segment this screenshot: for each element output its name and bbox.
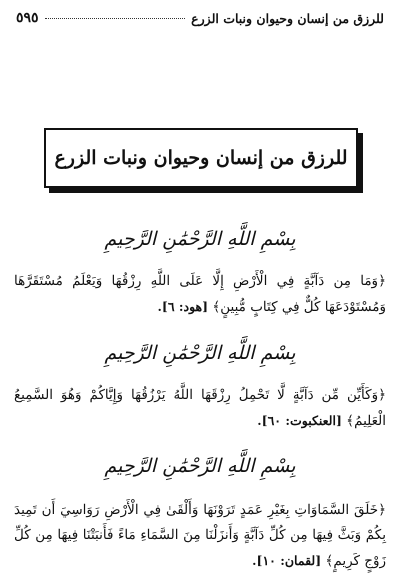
section-title: للرزق من إنسان وحيوان ونبات الزرع <box>54 147 348 169</box>
verse-body: ﴿وَمَا مِن دَآبَّةٍ فِي الْأَرْضِ إِلَّا عَلَى اللَّهِ رِزْقُهَا وَيَعْلَمُ مُسْتَقَرَّهَا وَمُسْتَوْدَعَهَا كُلٌّ فِي كِتَابٍ مُّبِينٍ﴾ <box>14 273 386 315</box>
header-title: للرزق من إنسان وحيوان ونبات الزرع <box>191 10 384 26</box>
basmala: بِسْمِ اللَّهِ الرَّحْمَٰنِ الرَّحِيمِ <box>104 228 296 250</box>
header-leader-dots <box>45 17 186 19</box>
verse-text <box>14 383 386 434</box>
section-title-box <box>44 128 358 188</box>
verse-text <box>14 269 386 320</box>
running-header <box>16 6 384 30</box>
basmala: بِسْمِ اللَّهِ الرَّحْمَٰنِ الرَّحِيمِ <box>104 342 296 364</box>
verse-reference: [العنكبوت: ٦٠]. <box>257 413 342 428</box>
verse-reference: [لقمان: ١٠]. <box>252 553 322 568</box>
page-number: ٥٩٥ <box>16 10 39 26</box>
verse-body: ﴿وَكَأَيِّن مِّن دَآبَّةٍ لَّا تَحْمِلُ رِزْقَهَا اللَّهُ يَرْزُقُهَا وَإِيَّاكُمْ وَهُوَ السَّمِيعُ الْعَلِيمُ﴾ <box>14 387 386 429</box>
verse-reference: [هود: ٦]. <box>157 299 209 314</box>
verse-body: ﴿خَلَقَ السَّمَاوَاتِ بِغَيْرِ عَمَدٍ تَرَوْنَهَا وَأَلْقَىٰ فِي الْأَرْضِ رَوَاسِيَ أَن تَمِيدَ بِكُمْ وَبَثَّ فِيهَا مِن كُلِّ دَآبَّةٍ وَأَنزَلْنَا مِنَ السَّمَاءِ مَاءً فَأَنبَتْنَا فِيهَا مِن كُلِّ زَوْجٍ كَرِيمٍ﴾ <box>14 502 386 569</box>
verse-text <box>14 498 386 574</box>
basmala: بِسْمِ اللَّهِ الرَّحْمَٰنِ الرَّحِيمِ <box>104 455 296 477</box>
